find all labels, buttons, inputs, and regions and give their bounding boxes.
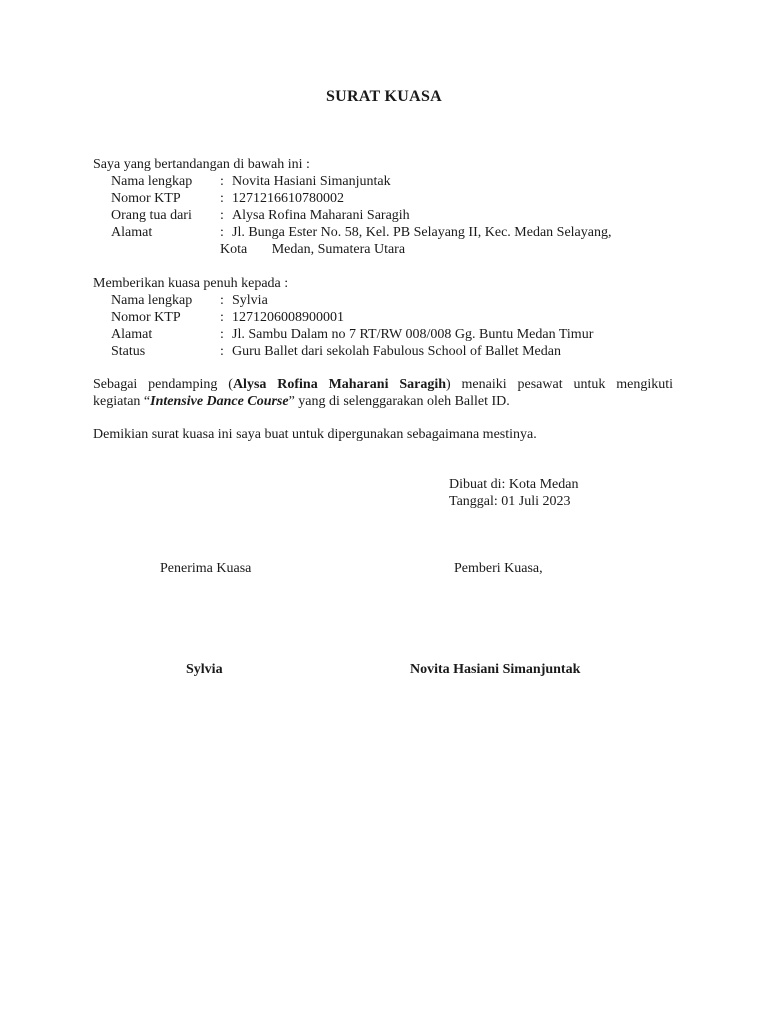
purpose-line-2 bbox=[93, 393, 673, 410]
recipient-row-address bbox=[93, 326, 673, 343]
field-value: Guru Ballet dari sekolah Fabulous School of Ballet Medan bbox=[232, 344, 561, 359]
purpose-middle: ) menaiki pesawat untuk mengikuti bbox=[446, 377, 674, 392]
field-value: Alysa Rofina Maharani Saragih bbox=[232, 208, 410, 223]
recipient-row-status bbox=[93, 343, 673, 360]
field-label: Nomor KTP bbox=[111, 310, 181, 325]
field-label: Status bbox=[111, 344, 146, 359]
field-colon: : bbox=[220, 208, 224, 223]
grantor-row-ktp bbox=[93, 190, 673, 207]
field-colon: : bbox=[220, 327, 224, 342]
grantor-row-name bbox=[93, 173, 673, 190]
giver-label: Pemberi Kuasa, bbox=[454, 561, 543, 576]
recipient-intro: Memberikan kuasa penuh kepada : bbox=[93, 276, 289, 291]
field-colon: : bbox=[220, 225, 224, 240]
address-line-1: Jl. Bunga Ester No. 58, Kel. PB Selayang II, Kec. Medan Selayang, bbox=[232, 225, 612, 240]
field-value: 1271206008900001 bbox=[232, 310, 344, 325]
purpose-paragraph bbox=[93, 376, 673, 410]
field-label: Alamat bbox=[111, 327, 153, 342]
purpose-prefix: Sebagai pendamping ( bbox=[93, 377, 233, 392]
field-colon: : bbox=[220, 344, 224, 359]
receiver-label: Penerima Kuasa bbox=[160, 561, 252, 576]
purpose-line2-prefix: kegiatan “ bbox=[93, 394, 151, 409]
field-colon: : bbox=[220, 293, 224, 308]
field-label: Nomor KTP bbox=[111, 191, 181, 206]
field-value: Novita Hasiani Simanjuntak bbox=[232, 174, 391, 189]
field-label: Nama lengkap bbox=[111, 174, 193, 189]
grantor-section bbox=[93, 156, 673, 258]
document-title: SURAT KUASA bbox=[325, 88, 443, 105]
course-name: Intensive Dance Course bbox=[150, 394, 289, 409]
place-text: Dibuat di: Kota Medan bbox=[449, 477, 579, 492]
field-value: Sylvia bbox=[232, 293, 268, 308]
place-date-block bbox=[449, 476, 578, 510]
recipient-section bbox=[93, 275, 673, 360]
field-label: Orang tua dari bbox=[111, 208, 192, 223]
field-colon: : bbox=[220, 174, 224, 189]
grantor-row-address bbox=[93, 224, 673, 258]
purpose-line-1 bbox=[93, 376, 673, 393]
closing-paragraph: Demikian surat kuasa ini saya buat untuk dipergunakan sebagaimana mestinya. bbox=[93, 427, 537, 442]
grantor-intro: Saya yang bertandangan di bawah ini : bbox=[93, 157, 310, 172]
purpose-line2-suffix: ” yang di selenggarakan oleh Ballet ID. bbox=[288, 394, 510, 409]
field-colon: : bbox=[220, 191, 224, 206]
receiver-name: Sylvia bbox=[186, 662, 223, 677]
recipient-row-ktp bbox=[93, 309, 673, 326]
field-label: Nama lengkap bbox=[111, 293, 193, 308]
field-value: Jl. Sambu Dalam no 7 RT/RW 008/008 Gg. Buntu Medan Timur bbox=[232, 327, 594, 342]
field-label: Alamat bbox=[111, 225, 153, 240]
field-colon: : bbox=[220, 310, 224, 325]
child-name: Alysa Rofina Maharani Saragih bbox=[232, 377, 447, 392]
grantor-row-parent bbox=[93, 207, 673, 224]
recipient-row-name bbox=[93, 292, 673, 309]
giver-name: Novita Hasiani Simanjuntak bbox=[410, 662, 581, 677]
date-text: Tanggal: 01 Juli 2023 bbox=[449, 494, 571, 509]
address-line-2: Kota Medan, Sumatera Utara bbox=[220, 242, 406, 257]
field-value: 1271216610780002 bbox=[232, 191, 344, 206]
